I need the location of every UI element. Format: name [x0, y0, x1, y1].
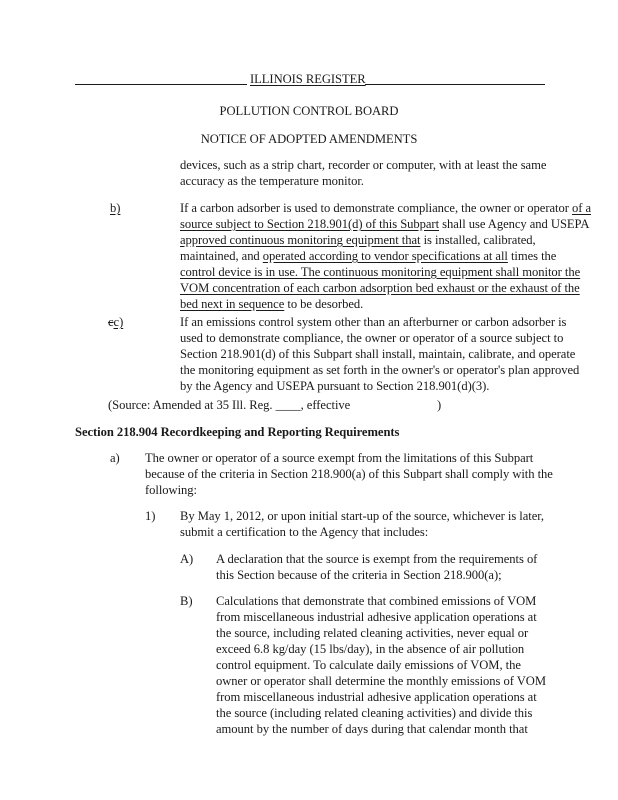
header-rule-right: [365, 84, 545, 85]
item-B-line-1: Calculations that demonstrate that combined emissions of VOM: [216, 594, 537, 608]
para-c-line-2: used to demonstrate compliance, the owner or operator of a source subject to: [180, 331, 564, 345]
item-1-label: 1): [145, 509, 156, 523]
para-c-line-3: Section 218.901(d) of this Subpart shall install, maintain, calibrate, and operate: [180, 347, 576, 361]
para-b-label: b): [110, 201, 121, 215]
section-heading: Section 218.904 Recordkeeping and Reporting Requirements: [75, 425, 400, 439]
item-A-label: A): [180, 552, 194, 566]
item-B-line-2: from miscellaneous industrial adhesive application operations at: [216, 610, 537, 624]
para-a-line-2: because of the criteria in Section 218.900(a) of this Subpart shall comply with the: [145, 467, 553, 481]
register-title: ILLINOIS REGISTER: [250, 72, 366, 86]
header-rule-left: [75, 84, 247, 85]
notice-title: NOTICE OF ADOPTED AMENDMENTS: [200, 132, 418, 146]
para-c-line-1: If an emissions control system other than an afterburner or carbon adsorber is: [180, 315, 567, 329]
continuation-line-1: devices, such as a strip chart, recorder or computer, with at least the same: [180, 158, 547, 172]
para-a-line-3: following:: [145, 483, 197, 497]
para-a-label: a): [110, 451, 120, 465]
para-b-line-3: approved continuous monitoring equipment that is installed, calibrated,: [180, 233, 536, 247]
item-B-line-8: the source (including related cleaning activities) and divide this: [216, 706, 533, 720]
para-c-label: cc): [108, 315, 124, 329]
item-1-line-2: submit a certification to the Agency that includes:: [180, 525, 429, 539]
para-b-line-6: VOM concentration of each carbon adsorption bed exhaust or the exhaust of the: [180, 281, 580, 295]
para-c-line-4: the monitoring equipment as set forth in the owner's or operator's plan approved: [180, 363, 580, 377]
para-b-line-2: source subject to Section 218.901(d) of this Subpart shall use Agency and USEPA: [180, 217, 590, 231]
item-B-line-9: amount by the number of days during that calendar month that: [216, 722, 528, 736]
para-c-line-5: by the Agency and USEPA pursuant to Section 218.901(d)(3).: [180, 379, 490, 393]
para-b-line-5: control device is in use. The continuous monitoring equipment shall monitor the: [180, 265, 581, 279]
item-B-line-6: owner or operator shall determine the monthly emissions of VOM: [216, 674, 546, 688]
source-note: (Source: Amended at 35 Ill. Reg. ____, effective: [108, 398, 351, 412]
item-B-line-5: control equipment. To calculate daily emissions of VOM, the: [216, 658, 521, 672]
para-b-line-4: maintained, and operated according to vendor specifications at all times the: [180, 249, 557, 263]
item-B-label: B): [180, 594, 193, 608]
board-title: POLLUTION CONTROL BOARD: [219, 104, 399, 118]
item-B-line-3: the source, including related cleaning activities, never equal or: [216, 626, 529, 640]
para-b-line-1: If a carbon adsorber is used to demonstrate compliance, the owner or operator of a: [180, 201, 591, 215]
item-A-line-2: this Section because of the criteria in Section 218.900(a);: [216, 568, 502, 582]
item-A-line-1: A declaration that the source is exempt from the requirements of: [216, 552, 538, 566]
item-1-line-1: By May 1, 2012, or upon initial start-up of the source, whichever is later,: [180, 509, 545, 523]
item-B-line-7: from miscellaneous industrial adhesive application operations at: [216, 690, 537, 704]
source-note-close: ): [437, 398, 442, 412]
para-b-line-7: bed next in sequence to be desorbed.: [180, 297, 364, 311]
continuation-line-2: accuracy as the temperature monitor.: [180, 174, 364, 188]
para-a-line-1: The owner or operator of a source exempt from the limitations of this Subpart: [145, 451, 534, 465]
item-B-line-4: exceed 6.8 kg/day (15 lbs/day), in the absence of air pollution: [216, 642, 525, 656]
